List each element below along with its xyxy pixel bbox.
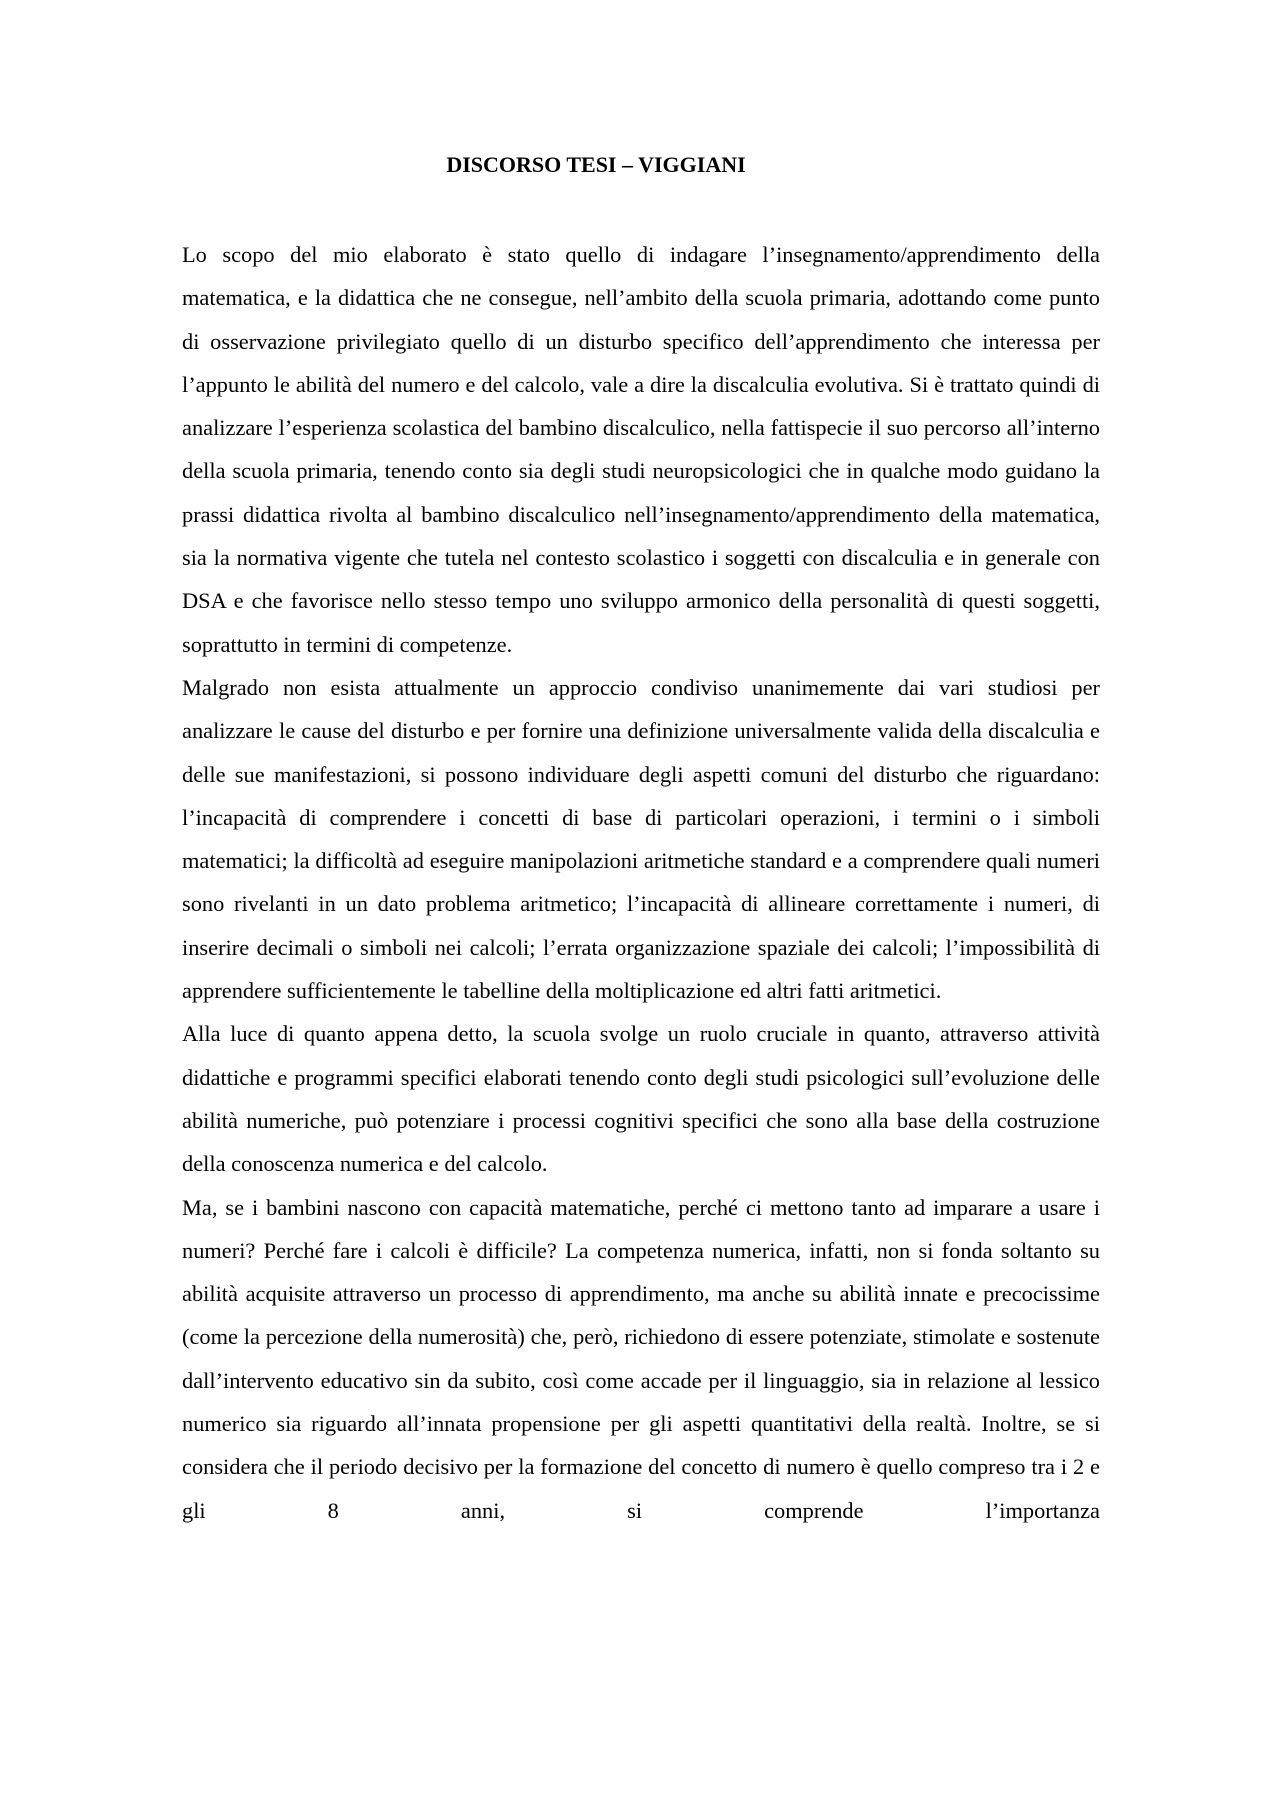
paragraph-2: Malgrado non esista attualmente un approccio condiviso unanimemente dai vari studiosi per analizzare le cause del disturbo e per fornire una definizione universalmente valida della discalculia e delle sue manifestazioni, si possono individuare degli aspetti comuni del disturbo che riguardano: l’incapacità di comprendere i concetti di base di particolari operazioni, i termini o i simboli matematici; la difficoltà ad eseguire manipolazioni aritmetiche standard e a comprendere quali numeri sono rivelanti in un dato problema aritmetico; l’incapacità di allineare correttamente i numeri, di inserire decimali o simboli nei calcoli; l’errata organizzazione spaziale dei calcoli; l’impossibilità di apprendere sufficientemente le tabelline della moltiplicazione ed altri fatti aritmetici.	[182, 674, 1100, 1004]
paragraph-4: Ma, se i bambini nascono con capacità matematiche, perché ci mettono tanto ad imparare a usare i numeri? Perché fare i calcoli è difficile? La competenza numerica, infatti, non si fonda soltanto su abilità acquisite attraverso un processo di apprendimento, ma anche su abilità innate e precocissime (come la percezione della numerosità) che, però, richiedono di essere potenziate, stimolate e sostenute dall’intervento educativo sin da subito, così come accade per il linguaggio, sia in relazione al lessico numerico sia riguardo all’innata propensione per gli aspetti quantitativi della realtà. Inoltre, se si considera che il periodo decisivo per la formazione del concetto di numero è quello compreso tra i 2 e gli 8 anni, si comprende l’importanza	[182, 1194, 1100, 1523]
paragraph-1: Lo scopo del mio elaborato è stato quello di indagare l’insegnamento/apprendimento della matematica, e la didattica che ne consegue, nell’ambito della scuola primaria, adottando come punto di osservazione privilegiato quello di un disturbo specifico dell’apprendimento che interessa per l’appunto le abilità del numero e del calcolo, vale a dire la discalculia evolutiva. Si è trattato quindi di analizzare l’esperienza scolastica del bambino discalculico, nella fattispecie il suo percorso all’interno della scuola primaria, tenendo conto sia degli studi neuropsicologici che in qualche modo guidano la prassi didattica rivolta al bambino discalculico nell’insegnamento/apprendimento della matematica, sia la normativa vigente che tutela nel contesto scolastico i soggetti con discalculia e in generale con DSA e che favorisce nello stesso tempo uno sviluppo armonico della personalità di questi soggetti, soprattutto in termini di competenze.	[182, 242, 1100, 657]
document-title: DISCORSO TESI – VIGGIANI	[446, 152, 746, 177]
document-body	[182, 233, 1100, 1532]
paragraph-3: Alla luce di quanto appena detto, la scuola svolge un ruolo cruciale in quanto, attraverso attività didattiche e programmi specifici elaborati tenendo conto degli studi psicologici sull’evoluzione delle abilità numeriche, può potenziare i processi cognitivi specifici che sono alla base della costruzione della conoscenza numerica e del calcolo.	[182, 1021, 1100, 1177]
